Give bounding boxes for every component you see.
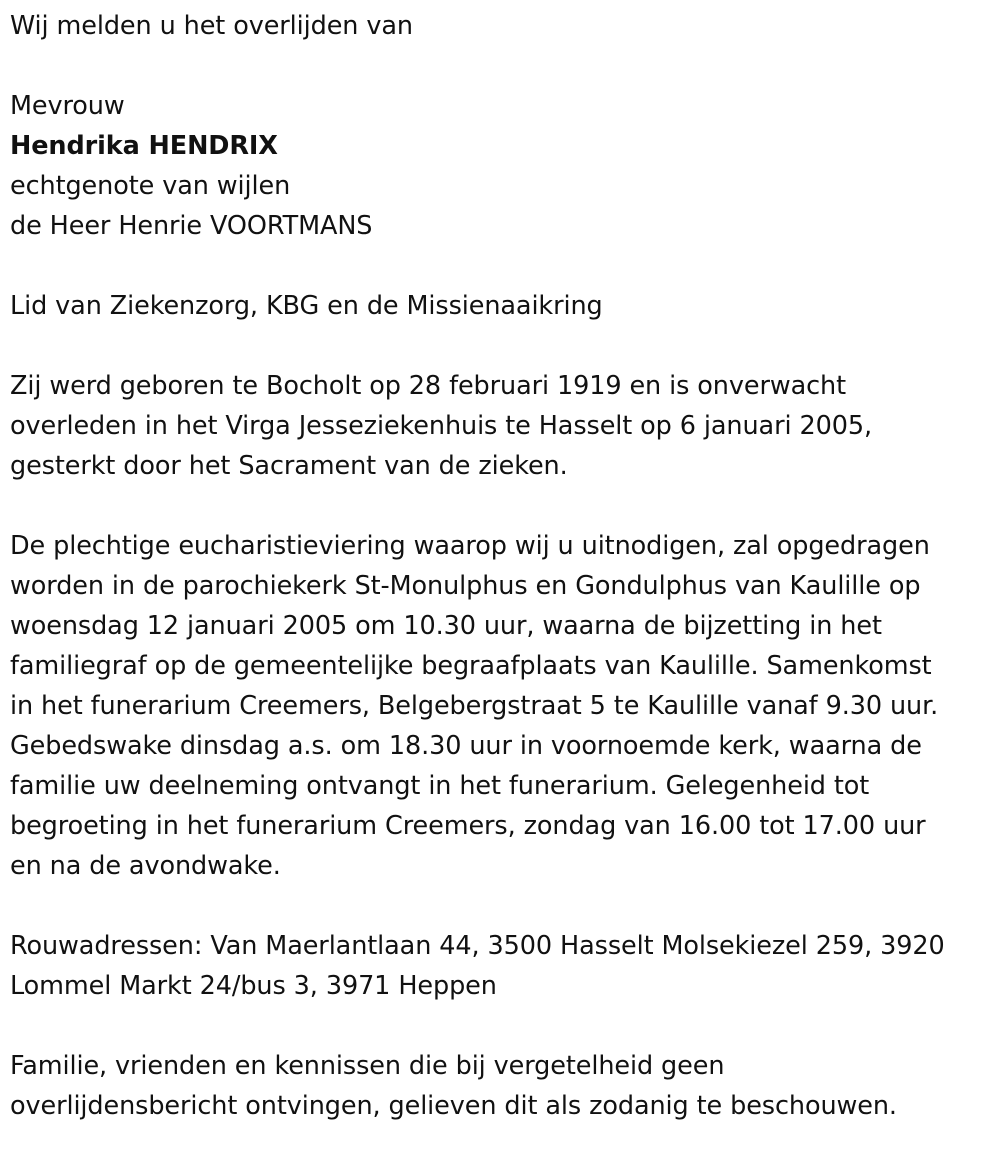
closing-paragraph — [10, 1046, 995, 1126]
birth-death-paragraph — [10, 366, 995, 486]
paragraph-line: en na de avondwake. — [10, 851, 281, 881]
membership-text: Lid van Ziekenzorg, KBG en de Missienaaikring — [10, 291, 603, 321]
spacer — [10, 1006, 995, 1046]
paragraph-line: Rouwadressen: Van Maerlantlaan 44, 3500 Hasselt Molsekiezel 259, 3920 — [10, 931, 945, 961]
paragraph-line: overlijdensbericht ontvingen, gelieven dit als zodanig te beschouwen. — [10, 1091, 897, 1121]
spacer — [10, 46, 995, 86]
spacer — [10, 246, 995, 286]
addresses-paragraph — [10, 926, 995, 1006]
paragraph-line: familiegraf op de gemeentelijke begraafplaats van Kaulille. Samenkomst — [10, 651, 932, 681]
paragraph-line: Familie, vrienden en kennissen die bij vergetelheid geen — [10, 1051, 725, 1081]
paragraph-line: gesterkt door het Sacrament van de zieken. — [10, 451, 568, 481]
salutation: Mevrouw — [10, 91, 125, 121]
ceremony-paragraph — [10, 526, 995, 886]
paragraph-line: begroeting in het funerarium Creemers, zondag van 16.00 tot 17.00 uur — [10, 811, 926, 841]
paragraph-line: Zij werd geboren te Bocholt op 28 februari 1919 en is onverwacht — [10, 371, 846, 401]
paragraph-line: worden in de parochiekerk St-Monulphus en Gondulphus van Kaulille op — [10, 571, 921, 601]
paragraph-line: Gebedswake dinsdag a.s. om 18.30 uur in voornoemde kerk, waarna de — [10, 731, 922, 761]
relation-text: echtgenote van wijlen — [10, 171, 291, 201]
paragraph-line: De plechtige eucharistieviering waarop wij u uitnodigen, zal opgedragen — [10, 531, 930, 561]
paragraph-line: woensdag 12 januari 2005 om 10.30 uur, waarna de bijzetting in het — [10, 611, 882, 641]
spacer — [10, 486, 995, 526]
paragraph-line: familie uw deelneming ontvangt in het funerarium. Gelegenheid tot — [10, 771, 870, 801]
spacer — [10, 886, 995, 926]
spouse-name: de Heer Henrie VOORTMANS — [10, 211, 373, 241]
paragraph-line: overleden in het Virga Jesseziekenhuis te Hasselt op 6 januari 2005, — [10, 411, 872, 441]
spacer — [10, 326, 995, 366]
obituary-notice — [10, 6, 995, 1126]
paragraph-line: in het funerarium Creemers, Belgebergstraat 5 te Kaulille vanaf 9.30 uur. — [10, 691, 939, 721]
paragraph-line: Lommel Markt 24/bus 3, 3971 Heppen — [10, 971, 497, 1001]
intro-text: Wij melden u het overlijden van — [10, 11, 413, 41]
deceased-name: Hendrika HENDRIX — [10, 131, 278, 161]
